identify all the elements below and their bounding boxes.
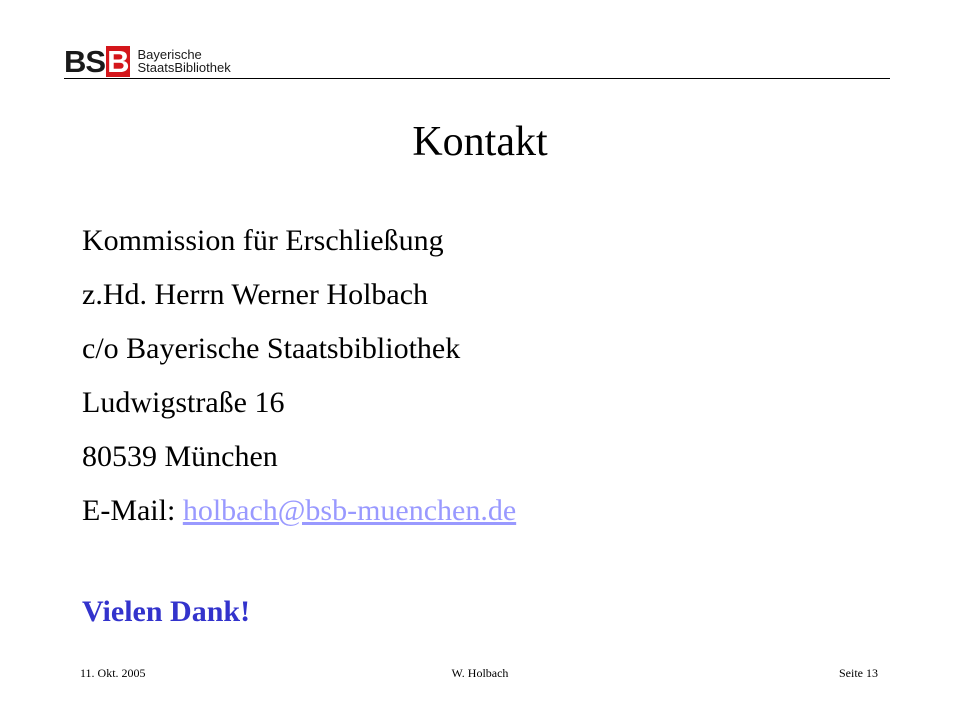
logo-mark bbox=[64, 43, 130, 79]
contact-line-care-of: c/o Bayerische Staatsbibliothek bbox=[82, 332, 461, 365]
header-divider bbox=[64, 78, 890, 79]
thanks-message: Vielen Dank! bbox=[82, 595, 251, 628]
email-label: E-Mail: bbox=[82, 494, 183, 527]
contact-line-organization: Kommission für Erschließung bbox=[82, 224, 444, 257]
contact-line-city: 80539 München bbox=[82, 440, 278, 473]
logo-text-line1: Bayerische bbox=[137, 47, 202, 62]
contact-line-street: Ludwigstraße 16 bbox=[82, 386, 285, 419]
logo-text-line2: StaatsBibliothek bbox=[137, 60, 231, 75]
logo-letter-b-red: B bbox=[107, 43, 129, 79]
contact-line-email bbox=[82, 484, 516, 538]
footer-date: 11. Okt. 2005 bbox=[80, 666, 146, 680]
slide-title: Kontakt bbox=[412, 119, 548, 165]
contact-line-attention: z.Hd. Herrn Werner Holbach bbox=[82, 278, 429, 311]
footer-author: W. Holbach bbox=[451, 666, 509, 680]
logo-letter-b: B bbox=[64, 43, 86, 79]
logo-letter-s: S bbox=[85, 43, 106, 79]
contact-block bbox=[82, 214, 516, 538]
bsb-logo bbox=[64, 44, 231, 78]
logo-text bbox=[137, 48, 230, 74]
email-link[interactable]: holbach@bsb-muenchen.de bbox=[182, 494, 517, 527]
footer-page-number: Seite 13 bbox=[839, 666, 878, 680]
